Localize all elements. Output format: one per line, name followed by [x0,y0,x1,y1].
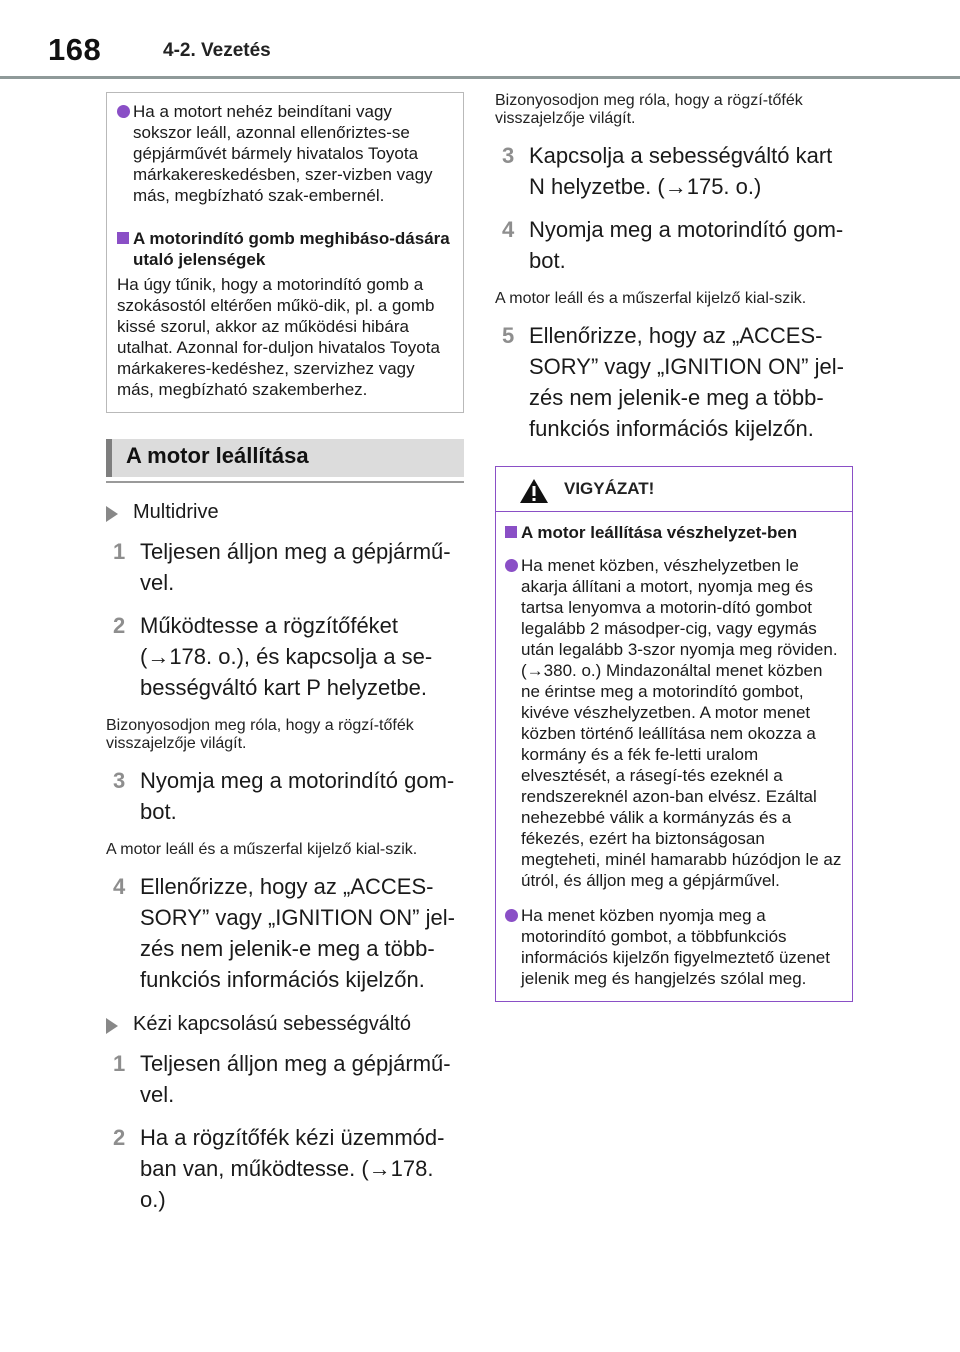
warning-header [496,467,852,512]
info-box [106,92,464,413]
warning-body [496,512,852,1001]
manual-transmission-heading: Kézi kapcsolású sebességváltó [106,1013,464,1036]
multidrive-heading: Multidrive [106,501,464,524]
step-item: 5 Ellenőrizze, hogy az „ACCES-SORY” vagy „IGNITION ON” jel-zés nem jelenik-e meg a több-funkciós információs kijelzőn. [495,320,853,444]
info-subheading: A motorindító gomb meghibáso-dására utaló jelenségek [117,228,453,270]
circle-bullet-icon [505,909,518,922]
circle-bullet-icon [117,105,130,118]
step-item: 3 Nyomja meg a motorindító gom-bot. [106,765,464,827]
warning-subheading: A motor leállítása vészhelyzet-ben [505,522,842,543]
step-number: 4 [113,874,126,899]
page-number: 168 [48,32,102,67]
info-bullet: Ha a motort nehéz beindítani vagy sokszor leáll, azonnal ellenőriztes-se gépjárművét bármely hivatalos Toyota márkakereskedésben, szer-vizben vagy más, megbízható szak-embernél. [117,101,453,206]
step-item: 1 Teljesen álljon meg a gépjármű-vel. [106,1048,464,1110]
step-number: 3 [502,143,515,168]
banner-underline [106,481,464,483]
step-number: 1 [113,539,126,564]
step-item: 2 Működtesse a rögzítőféket (→178. o.), és kapcsolja a se-bességváltó kart P helyzetbe. [106,610,464,703]
warning-bullet: Ha menet közben, vészhelyzetben le akarja állítani a motort, nyomja meg és tartsa lenyomva a motorin-dító gombot legalább 2 másodper-cig, vagy egymás után legalább 3-szor nyomja meg röviden. (→380. o.) Mindazonáltal menet közben ne érintse meg a motorindító gombot, kivéve vészhelyzetben. A motor menet közben történő leállítása nem okozza a kormány és a fék fe-letti uralom elvesztését, a rásegí-tés ezeknél a rendszereknél azon-ban elvész. Ezáltal nehezebbé válik a kormányzás és a fékezés, ezért ha biztonságosan megteheti, minél hamarabb húzódjon le az útról, és álljon meg a gépjárművel. [505,555,842,891]
step-note: A motor leáll és a műszerfal kijelző kial-szik. [495,290,807,307]
step-item: 2 Ha a rögzítőfék kézi üzemmód-ban van, működtesse. (→178. o.) [106,1122,464,1215]
section-banner [106,439,464,477]
step-number: 5 [502,323,515,348]
header-divider [0,76,960,79]
warning-triangle-icon [519,478,549,504]
step-note: A motor leáll és a műszerfal kijelző kial-szik. [106,841,418,858]
step-number: 4 [502,217,515,242]
triangle-pointer-icon [106,506,118,522]
step-number: 2 [113,613,126,638]
step-item: 4 Nyomja meg a motorindító gom-bot. [495,214,853,276]
square-bullet-icon [505,526,517,538]
step-item: 1 Teljesen álljon meg a gépjármű-vel. [106,536,464,598]
warning-bullet: Ha menet közben nyomja meg a motorindító gombot, a többfunkciós információs kijelzőn figyelmeztető üzenet jelenik meg és hangjelzés szólal meg. [505,905,842,989]
square-bullet-icon [117,232,129,244]
warning-title: VIGYÁZAT! [564,479,655,498]
triangle-pointer-icon [106,1018,118,1034]
step-number: 1 [113,1051,126,1076]
warning-box [495,466,853,1002]
page-header [0,0,960,80]
step-item: 3 Kapcsolja a sebességváltó kart N helyzetbe. (→175. o.) [495,140,853,202]
step-item: 4 Ellenőrizze, hogy az „ACCES-SORY” vagy „IGNITION ON” jel-zés nem jelenik-e meg a több-funkciós információs kijelzőn. [106,871,464,995]
banner-title: A motor leállítása [126,443,309,468]
step-note: Bizonyosodjon meg róla, hogy a rögzí-tőfék visszajelzője világít. [495,92,803,127]
step-number: 3 [113,768,126,793]
section-title: 4-2. Vezetés [163,40,271,61]
left-column [106,92,464,1215]
info-paragraph: Ha úgy tűnik, hogy a motorindító gomb a szokásostól eltérően műkö-dik, pl. a gomb kissé szorul, akkor az működési hibára utalhat. Azonnal for-duljon hivatalos Toyota márkakeres-kedéshez, szervizhez vagy más, megbízható szakemberhez. [117,275,440,399]
step-number: 2 [113,1125,126,1150]
right-column [495,92,853,1002]
step-note: Bizonyosodjon meg róla, hogy a rögzí-tőfék visszajelzője világít. [106,717,414,752]
circle-bullet-icon [505,559,518,572]
